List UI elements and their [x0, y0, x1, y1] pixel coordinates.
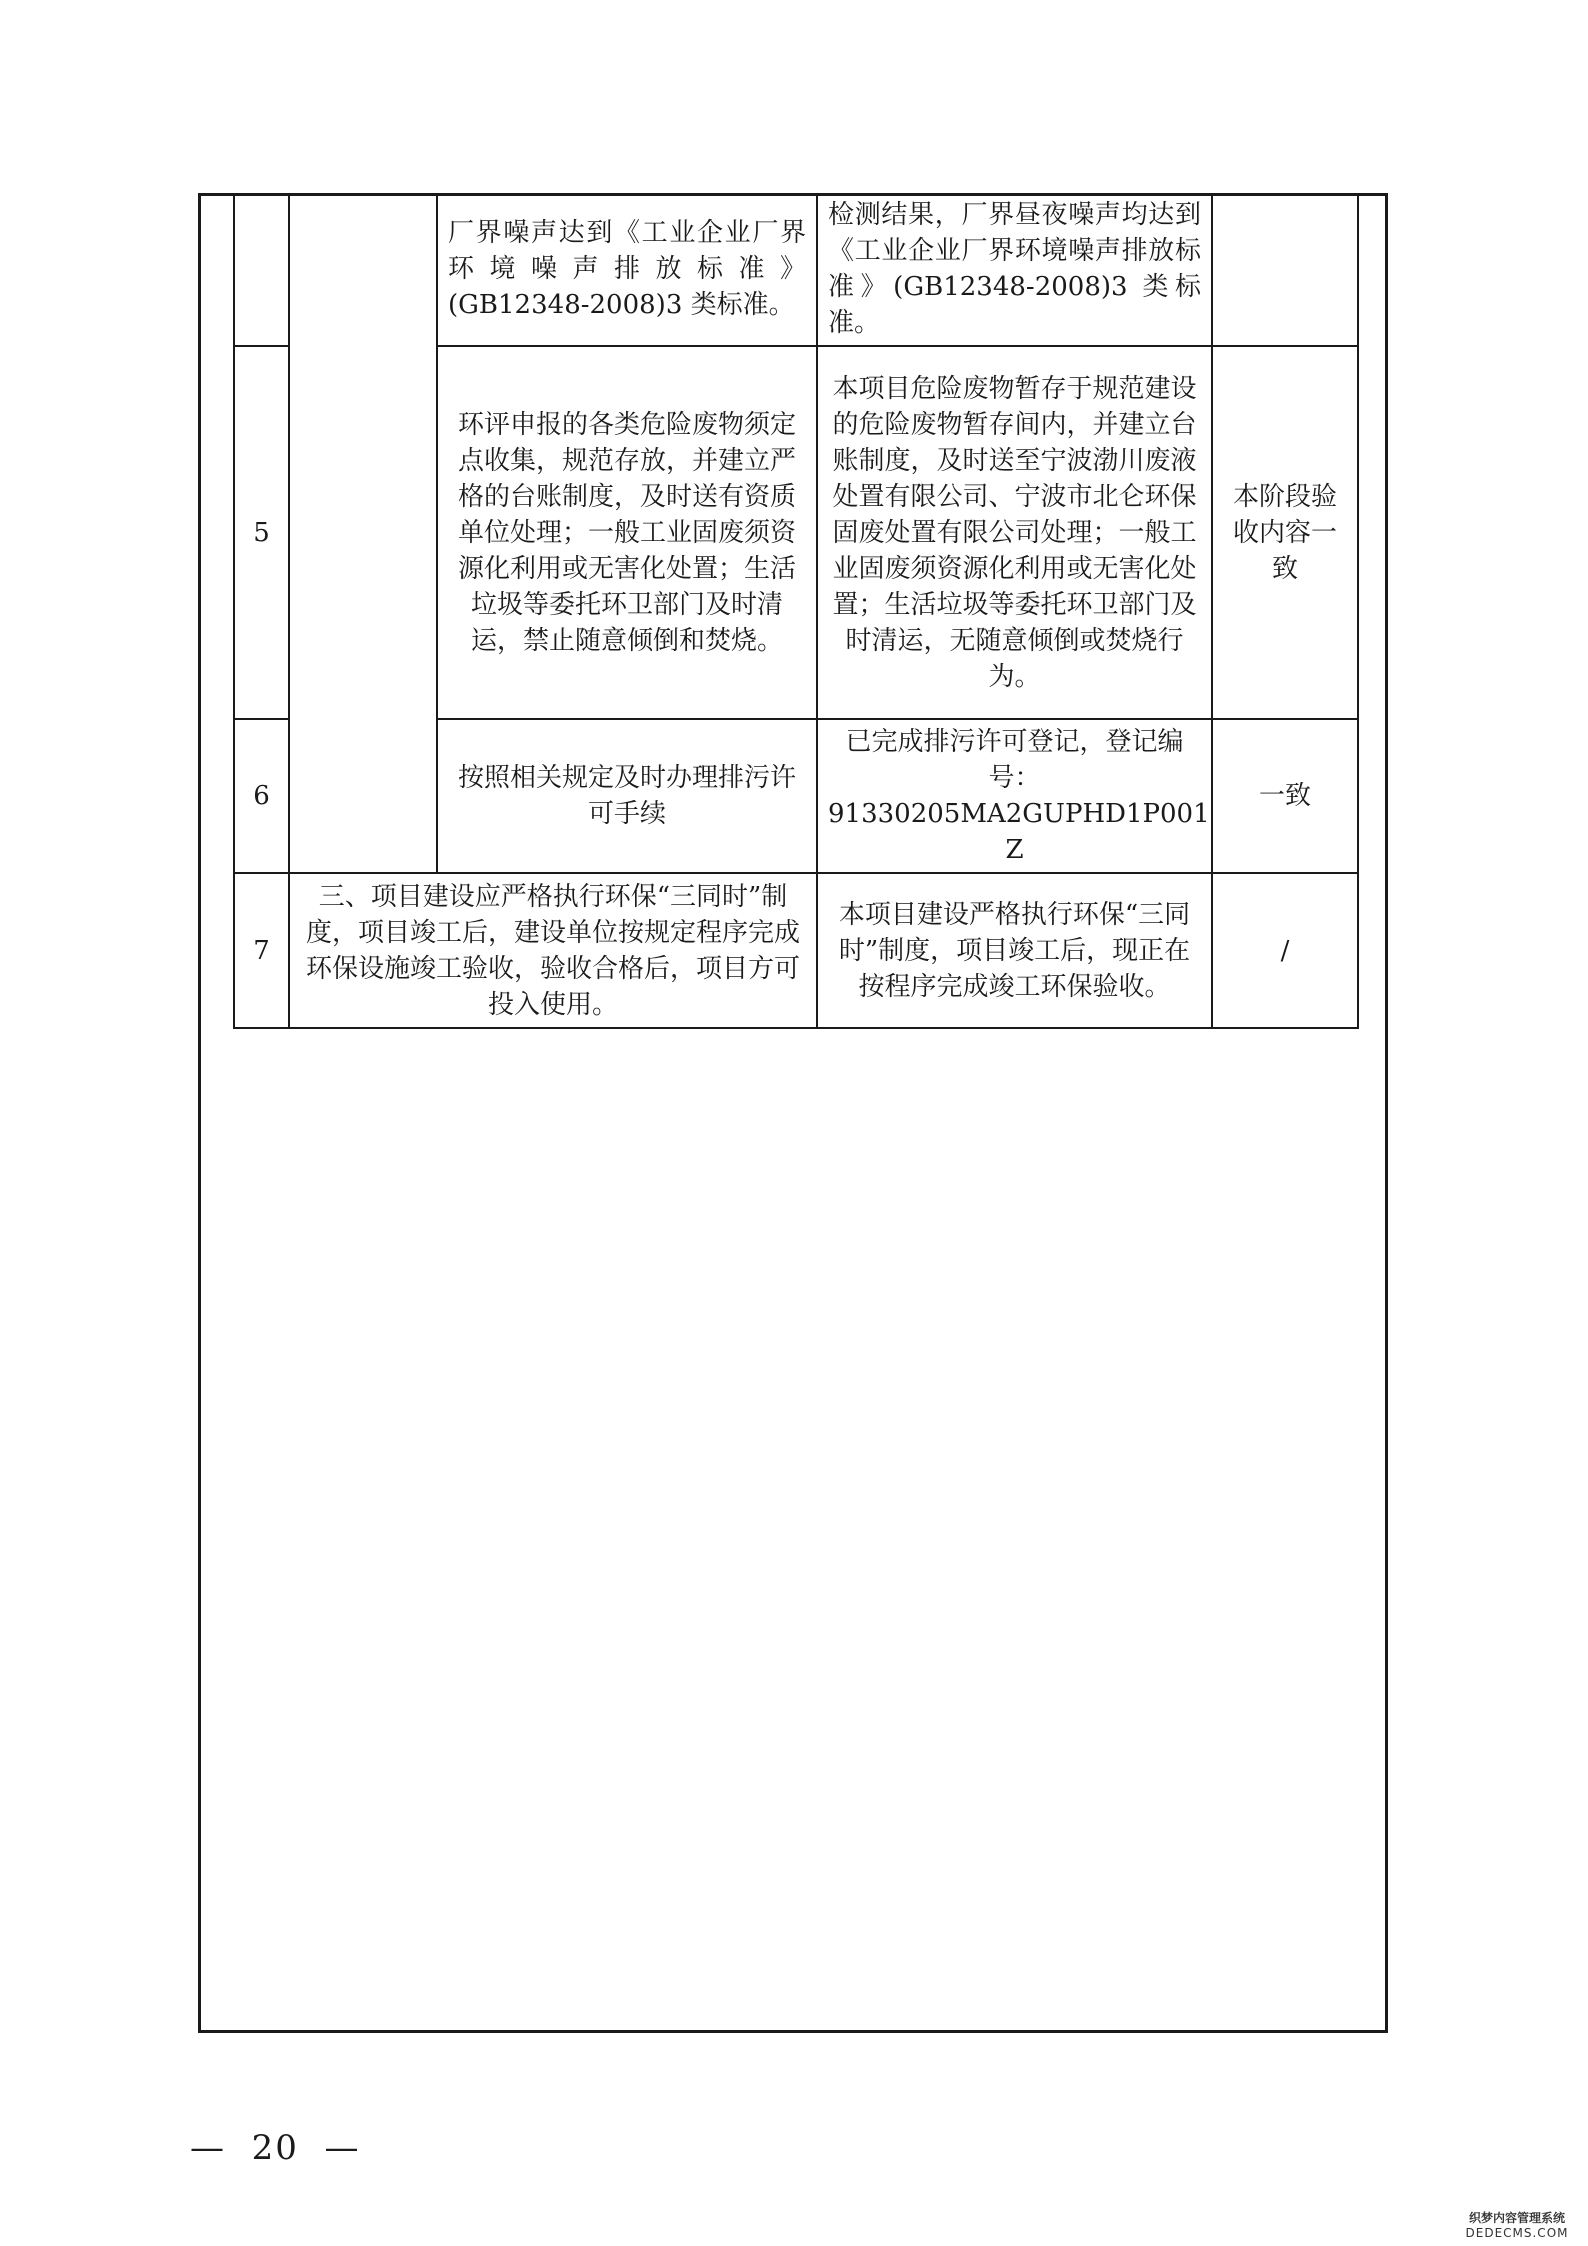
requirement-cell: 按照相关规定及时办理排污许可手续 — [437, 719, 817, 873]
conclusion-cell: / — [1212, 873, 1358, 1028]
row-number — [234, 193, 289, 346]
implementation-cell: 本项目危险废物暂存于规范建设的危险废物暂存间内，并建立台账制度，及时送至宁波渤川废液处置有限公司、宁波市北仑环保固废处置有限公司处理；一般工业固废须资源化利用或无害化处置；生活垃圾等委托环卫部门及时清运，无随意倾倒或焚烧行为。 — [817, 346, 1212, 719]
watermark-logo — [1452, 2209, 1582, 2240]
table-row — [234, 873, 1358, 1028]
requirement-cell: 厂界噪声达到《工业企业厂界环境噪声排放标准》(GB12348-2008)3 类标准。 — [437, 193, 817, 346]
conclusion-cell: 一致 — [1212, 719, 1358, 873]
row-number: 5 — [234, 346, 289, 719]
row-number: 7 — [234, 873, 289, 1028]
conclusion-cell: 本阶段验收内容一致 — [1212, 346, 1358, 719]
watermark-line1: 织梦内容管理系统 — [1468, 2211, 1565, 2225]
implementation-cell: 检测结果，厂界昼夜噪声均达到《工业企业厂界环境噪声排放标准》(GB12348-2008)3 类标准。 — [817, 193, 1212, 346]
implementation-cell: 本项目建设严格执行环保“三同时”制度，项目竣工后，现正在按程序完成竣工环保验收。 — [817, 873, 1212, 1028]
requirement-cell: 三、项目建设应严格执行环保“三同时”制度，项目竣工后，建设单位按规定程序完成环保设施竣工验收，验收合格后，项目方可投入使用。 — [289, 873, 817, 1028]
requirement-cell: 环评申报的各类危险废物须定点收集，规范存放，并建立严格的台账制度，及时送有资质单位处理；一般工业固废须资源化利用或无害化处置；生活垃圾等委托环卫部门及时清运，禁止随意倾倒和焚烧。 — [437, 346, 817, 719]
acceptance-table — [233, 193, 1359, 1029]
table-row — [234, 193, 1358, 346]
watermark-line2: DEDECMS.COM — [1465, 2226, 1569, 2240]
category-cell-merged — [289, 193, 437, 873]
implementation-cell: 已完成排污许可登记，登记编号： 91330205MA2GUPHD1P001 Z — [817, 719, 1212, 873]
row-number: 6 — [234, 719, 289, 873]
page-number: — 20 — — [190, 2128, 361, 2168]
conclusion-cell — [1212, 193, 1358, 346]
